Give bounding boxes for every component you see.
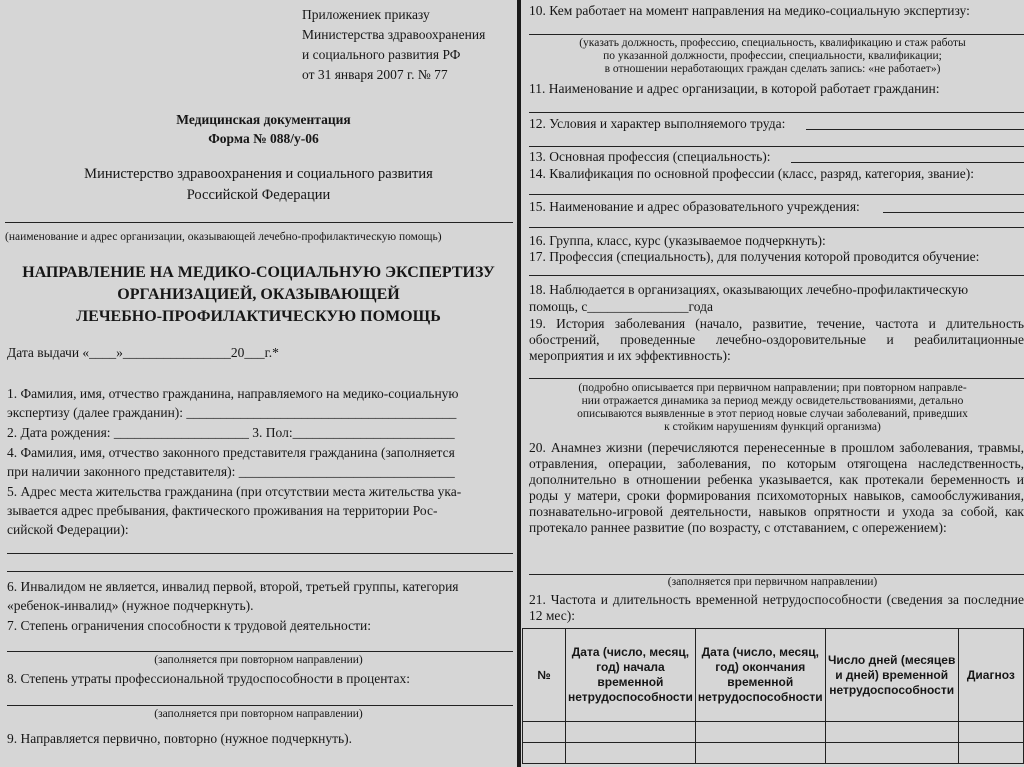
col-number-header: №	[523, 629, 566, 722]
table-cell[interactable]	[695, 743, 825, 764]
item-5-line-2: зывается адрес пребывания, фактического проживания на территории Рос-	[7, 503, 438, 518]
item-7: 7. Степень ограничения способности к трудовой деятельности:	[7, 618, 371, 633]
table-cell[interactable]	[958, 743, 1023, 764]
col-diagnosis-header: Диагноз	[958, 629, 1023, 722]
doc-title-3: ЛЕЧЕБНО-ПРОФИЛАКТИЧЕСКУЮ ПОМОЩЬ	[76, 308, 441, 325]
item-20-line	[529, 574, 1024, 575]
item-19-note-2: нии отражается динамика за период между освидетельствованиями, детально	[581, 395, 964, 407]
org-caption: (наименование и адрес организации, оказывающей лечебно-профилактическую помощь)	[5, 231, 442, 243]
org-name-line	[5, 222, 513, 223]
table-cell[interactable]	[825, 722, 958, 743]
item-19: 19. История заболевания (начало, развитие, течение, частота и длительность обострений, проведенные лечебно-оздоровительные и реабилитационные мероприятия и их эффективность):	[529, 316, 1024, 363]
med-doc-label: Медицинская документация	[176, 112, 351, 127]
item-10-note-3: в отношении неработающих граждан сделать запись: «не работает»)	[604, 63, 941, 75]
col-days-header: Число дней (месяцев и дней) временной нетрудоспособности	[825, 629, 958, 722]
item-15-line	[529, 227, 1024, 228]
item-5-line-1: 5. Адрес места жительства гражданина (при отсутствии места жительства ука-	[7, 484, 462, 499]
item-14: 14. Квалификация по основной профессии (класс, разряд, категория, звание):	[529, 166, 974, 181]
item-17: 17. Профессия (специальность), для получения которой проводится обучение:	[529, 249, 980, 264]
item-18-line-2: помощь, с_______________года	[529, 299, 713, 314]
item-14-line	[529, 194, 1024, 195]
item-12-fill	[806, 129, 1024, 130]
item-13-fill	[791, 162, 1024, 163]
disability-table	[522, 628, 1024, 764]
item-7-note: (заполняется при повторном направлении)	[154, 654, 363, 666]
table-cell[interactable]	[566, 743, 696, 764]
item-19-line	[529, 378, 1024, 379]
item-13: 13. Основная профессия (специальность):	[529, 149, 771, 164]
item-7-line	[7, 651, 513, 652]
table-cell[interactable]	[695, 722, 825, 743]
item-8-line	[7, 705, 513, 706]
ministry-line-2: Российской Федерации	[186, 187, 331, 203]
item-15-fill	[883, 212, 1024, 213]
table-cell[interactable]	[825, 743, 958, 764]
item-5-line-3: сийской Федерации):	[7, 522, 129, 537]
item-12: 12. Условия и характер выполняемого труда:	[529, 116, 786, 131]
appendix-line-2: Министерства здравоохранения	[302, 27, 486, 42]
item-12-line	[529, 146, 1024, 147]
table-cell[interactable]	[958, 722, 1023, 743]
item-19-note-1: (подробно описывается при первичном направлении; при повторном направле-	[578, 382, 967, 394]
issue-date: Дата выдачи «____»________________20___г.*	[7, 345, 279, 360]
table-header-row	[523, 629, 1024, 722]
table-cell[interactable]	[523, 743, 566, 764]
appendix-line-4: от 31 января 2007 г. № 77	[302, 67, 448, 82]
doc-title-2: ОРГАНИЗАЦИЕЙ, ОКАЗЫВАЮЩЕЙ	[117, 286, 400, 303]
table-row	[523, 743, 1024, 764]
item-19-note-4: к стойким нарушениям функций организма)	[664, 421, 881, 433]
item-11-line	[529, 112, 1024, 113]
appendix-line-3: и социального развития РФ	[302, 47, 461, 62]
item-11: 11. Наименование и адрес организации, в которой работает гражданин:	[529, 81, 940, 96]
item-10: 10. Кем работает на момент направления на медико-социальную экспертизу:	[529, 3, 970, 18]
item-17-line	[529, 275, 1024, 276]
ministry-line-1: Министерство здравоохранения и социального развития	[84, 166, 433, 182]
item-18-line-1: 18. Наблюдается в организациях, оказывающих лечебно-профилактическую	[529, 282, 969, 297]
doc-title-1: НАПРАВЛЕНИЕ НА МЕДИКО-СОЦИАЛЬНУЮ ЭКСПЕРТИЗУ	[22, 264, 495, 281]
form-number: Форма № 088/у-06	[208, 131, 319, 146]
item-1-line-2: экспертизу (далее гражданин): ________________________________________	[7, 405, 457, 420]
item-4-line-2: при наличии законного представителя): ________________________________	[7, 464, 455, 479]
item-4-line-1: 4. Фамилия, имя, отчество законного представителя гражданина (заполняется	[7, 445, 455, 460]
item-9: 9. Направляется первично, повторно (нужное подчеркнуть).	[7, 731, 353, 746]
item-19-note-3: описываются выявленные в этот период новые случаи заболеваний, приведших	[577, 408, 968, 420]
address-line-1	[7, 553, 513, 554]
col-end-date-header: Дата (число, месяц, год) окончания временной нетрудоспособности	[695, 629, 825, 722]
item-10-note-1: (указать должность, профессию, специальность, квалификацию и стаж работы	[579, 37, 966, 49]
item-20-note: (заполняется при первичном направлении)	[667, 576, 878, 588]
item-1-line-1: 1. Фамилия, имя, отчество гражданина, направляемого на медико-социальную	[7, 386, 459, 401]
table-cell[interactable]	[523, 722, 566, 743]
item-20: 20. Анамнез жизни (перечисляются перенесенные в прошлом заболевания, травмы, отравления, операции, заболевания, по которым отягощена наследственность, дополнительно в отношении ребенка указывается, как протекали беременность и роды у матери, сроки формирования психомоторных навыков, самообслуживания, познавательно-игровой деятельности, навыков опрятности и ухода за собой, как протекало раннее развитие (по возрасту, с отставанием, с опережением):	[529, 440, 1024, 535]
item-6-line-1: 6. Инвалидом не является, инвалид первой, второй, третьей группы, категория	[7, 579, 459, 594]
item-2-3: 2. Дата рождения: ____________________ 3. Пол:________________________	[7, 425, 455, 440]
item-21: 21. Частота и длительность временной нетрудоспособности (сведения за последние 12 мес):	[529, 592, 1024, 623]
item-10-line	[529, 34, 1024, 35]
item-10-note-2: по указанной должности, профессии, специальности, квалификации;	[603, 50, 942, 62]
item-15: 15. Наименование и адрес образовательного учреждения:	[529, 199, 860, 214]
item-16: 16. Группа, класс, курс (указываемое подчеркнуть):	[529, 233, 826, 248]
address-line-2	[7, 571, 513, 572]
appendix-line-1: Приложениек приказу	[302, 7, 430, 22]
table-cell[interactable]	[566, 722, 696, 743]
item-6-line-2: «ребенок-инвалид» (нужное подчеркнуть).	[7, 598, 254, 613]
table-row	[523, 722, 1024, 743]
col-start-date-header: Дата (число, месяц, год) начала временной нетрудоспособности	[566, 629, 696, 722]
item-8: 8. Степень утраты профессиональной трудоспособности в процентах:	[7, 671, 410, 686]
item-8-note: (заполняется при повторном направлении)	[154, 708, 363, 720]
